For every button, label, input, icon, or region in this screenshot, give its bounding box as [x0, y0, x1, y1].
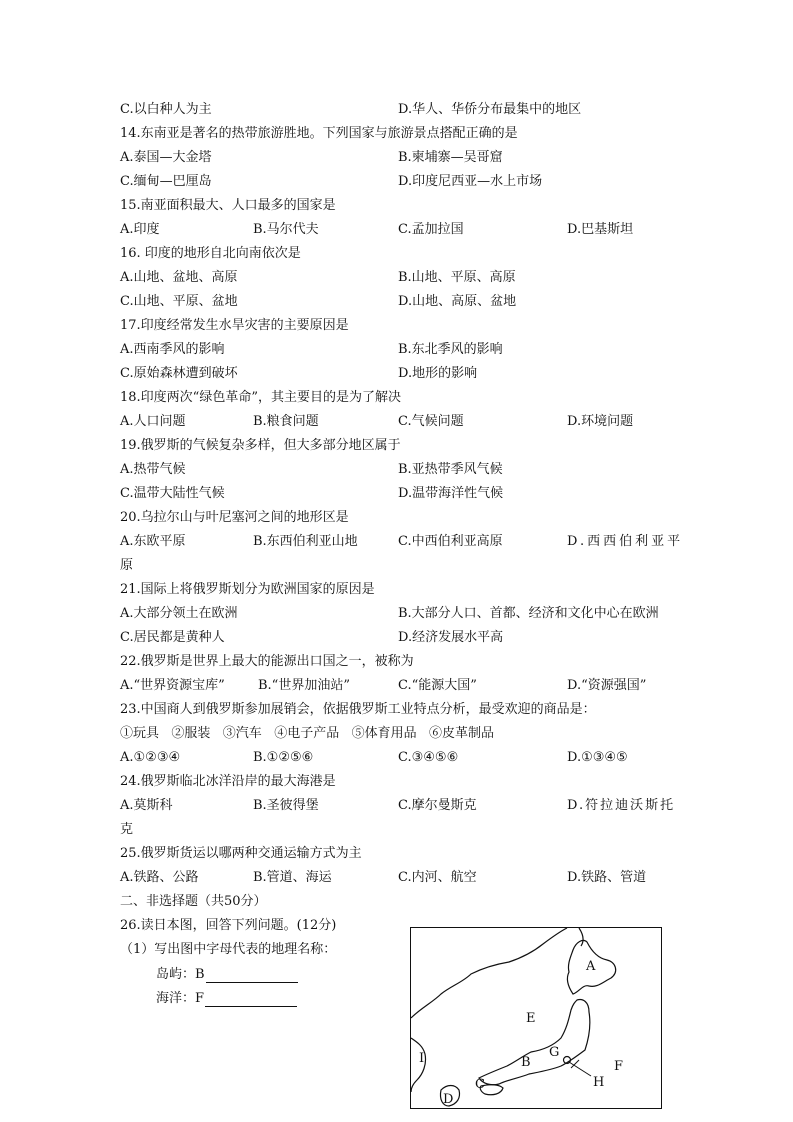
q17-option-c: C.原始森林遭到破坏 — [120, 366, 238, 381]
q14-option-b: B.柬埔寨—吴哥窟 — [398, 150, 503, 165]
q18-option-b: B.粮食问题 — [253, 414, 319, 429]
q15-option-b: B.马尔代夫 — [253, 222, 319, 237]
section-2-heading: 二、非选择题（共50分） — [120, 894, 267, 909]
map-label-h: H — [593, 1075, 605, 1090]
island-label: 岛屿：B — [156, 967, 205, 982]
q14-option-c: C.缅甸—巴厘岛 — [120, 174, 212, 189]
island-answer-blank[interactable] — [206, 970, 298, 983]
q14-option-a: A.泰国—大金塔 — [120, 150, 212, 165]
q24-option-d-wrap: 克 — [120, 822, 134, 837]
pointer-h-line — [569, 1062, 591, 1076]
q20-option-d: D.西西伯利亚平 — [567, 534, 684, 549]
q19-option-c: C.温带大陆性气候 — [120, 486, 225, 501]
q16-option-d: D.山地、高原、盆地 — [398, 294, 517, 309]
q22-option-b: B.“世界加油站” — [258, 678, 350, 693]
q14-option-d: D.印度尼西亚—水上市场 — [398, 174, 543, 189]
question-18: 18.印度两次“绿色革命”，其主要目的是为了解决 — [120, 390, 401, 405]
q23-option-d: D.①③④⑤ — [567, 750, 628, 765]
japan-map — [410, 927, 662, 1109]
q23-option-c: C.③④⑤⑥ — [398, 750, 459, 765]
question-24: 24.俄罗斯临北冰洋沿岸的最大海港是 — [120, 774, 336, 789]
q15-option-d: D.巴基斯坦 — [567, 222, 634, 237]
q23-option-b: B.①②⑤⑥ — [253, 750, 314, 765]
line-13c: C.以白种人为主 — [120, 102, 212, 117]
q22-option-a: A.“世界资源宝库” — [120, 678, 225, 693]
q25-option-b: B.管道、海运 — [253, 870, 332, 885]
map-label-c: C — [475, 1077, 485, 1092]
q16-option-b: B.山地、平原、高原 — [398, 270, 516, 285]
q24-option-b: B.圣彼得堡 — [253, 798, 319, 813]
q22-option-d: D.“资源强国” — [567, 678, 647, 693]
line-13d: D.华人、华侨分布最集中的地区 — [398, 102, 582, 117]
ocean-answer-row — [156, 991, 297, 1007]
question-20: 20.乌拉尔山与叶尼塞河之间的地形区是 — [120, 510, 349, 525]
map-label-i: I — [419, 1051, 425, 1066]
q25-option-c: C.内河、航空 — [398, 870, 477, 885]
question-17: 17.印度经常发生水旱灾害的主要原因是 — [120, 318, 349, 333]
q15-option-a: A.印度 — [120, 222, 160, 237]
q21-option-d: D.经济发展水平高 — [398, 630, 504, 645]
mainland-coast — [411, 928, 567, 1018]
question-21: 21.国际上将俄罗斯划分为欧洲国家的原因是 — [120, 582, 375, 597]
map-label-g: G — [549, 1045, 560, 1060]
q16-option-a: A.山地、盆地、高原 — [120, 270, 238, 285]
q21-option-b: B.大部分人口、首都、经济和文化中心在欧洲 — [398, 606, 659, 621]
question-26: 26.读日本图，回答下列问题。(12分) — [120, 918, 337, 933]
q20-option-a: A.东欧平原 — [120, 534, 186, 549]
q24-option-d: D.符拉迪沃斯托 — [567, 798, 676, 813]
question-14: 14.东南亚是著名的热带旅游胜地。下列国家与旅游景点搭配正确的是 — [120, 126, 518, 141]
q22-option-c: C.“能源大国” — [398, 678, 477, 693]
q19-option-b: B.亚热带季风气候 — [398, 462, 503, 477]
japan-map-drawing — [411, 928, 661, 1108]
ocean-answer-blank[interactable] — [205, 994, 297, 1007]
q24-option-c: C.摩尔曼斯克 — [398, 798, 477, 813]
q19-option-a: A.热带气候 — [120, 462, 186, 477]
question-23: 23.中国商人到俄罗斯参加展销会，依据俄罗斯工业特点分析，最受欢迎的商品是： — [120, 702, 596, 717]
q26-part-1: （1）写出图中字母代表的地理名称： — [120, 942, 337, 957]
q25-option-a: A.铁路、公路 — [120, 870, 199, 885]
q20-option-c: C.中西伯利亚高原 — [398, 534, 503, 549]
question-22: 22.俄罗斯是世界上最大的能源出口国之一，被称为 — [120, 654, 414, 669]
map-label-d: D — [443, 1092, 454, 1107]
q18-option-a: A.人口问题 — [120, 414, 186, 429]
sakhalin-outline — [579, 928, 583, 946]
q23-option-a: A.①②③④ — [120, 750, 181, 765]
q19-option-d: D.温带海洋性气候 — [398, 486, 504, 501]
q18-option-c: C.气候问题 — [398, 414, 464, 429]
q21-option-c: C.居民都是黄种人 — [120, 630, 225, 645]
q17-option-d: D.地形的影响 — [398, 366, 478, 381]
question-25: 25.俄罗斯货运以哪两种交通运输方式为主 — [120, 846, 362, 861]
island-answer-row — [156, 967, 298, 983]
q25-option-d: D.铁路、管道 — [567, 870, 647, 885]
q15-option-c: C.孟加拉国 — [398, 222, 464, 237]
q20-option-d-wrap: 原 — [120, 558, 134, 573]
q23-item-list: ①玩具 ②服装 ③汽车 ④电子产品 ⑤体育用品 ⑥皮革制品 — [120, 726, 494, 741]
question-15: 15.南亚面积最大、人口最多的国家是 — [120, 198, 336, 213]
q24-option-a: A.莫斯科 — [120, 798, 173, 813]
map-label-f: F — [614, 1059, 624, 1074]
q18-option-d: D.环境问题 — [567, 414, 634, 429]
q17-option-a: A.西南季风的影响 — [120, 342, 225, 357]
q16-option-c: C.山地、平原、盆地 — [120, 294, 238, 309]
q21-option-a: A.大部分领土在欧洲 — [120, 606, 238, 621]
ocean-label: 海洋：F — [156, 991, 205, 1006]
q17-option-b: B.东北季风的影响 — [398, 342, 503, 357]
q20-option-b: B.东西伯利亚山地 — [253, 534, 358, 549]
question-16: 16. 印度的地形自北向南依次是 — [120, 246, 301, 261]
question-19: 19.俄罗斯的气候复杂多样，但大多部分地区属于 — [120, 438, 401, 453]
map-label-a: A — [586, 959, 596, 974]
map-label-b: B — [521, 1055, 531, 1070]
map-label-e: E — [526, 1011, 536, 1026]
